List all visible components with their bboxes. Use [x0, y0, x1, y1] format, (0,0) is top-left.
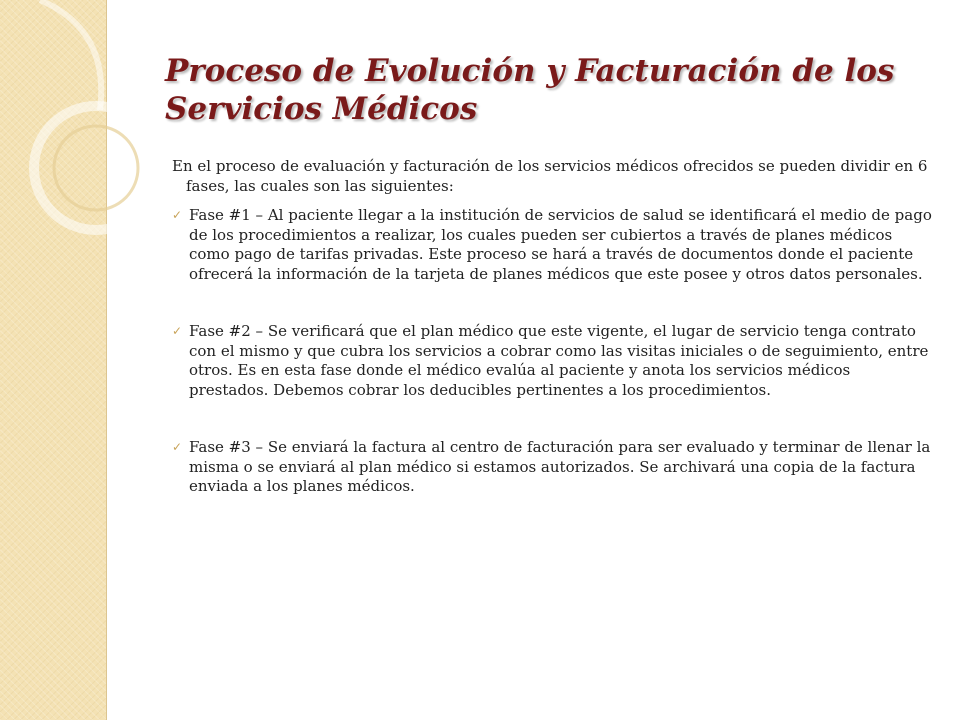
phase-item-1: [172, 206, 932, 284]
checkmark-icon: ✓: [172, 324, 183, 338]
phase-item-text: Fase #1 – Al paciente llegar a la institución de servicios de salud se identificará el medio de pago de los procedimientos a realizar, los cuales pueden ser cubiertos a través de planes médicos como pago de tarifas privadas. Este proceso se hará a través de documentos donde el paciente ofrecerá la información de la tarjeta de planes médicos que este posee y otros datos personales.: [189, 206, 932, 283]
phase-item-3: [172, 438, 932, 497]
decorative-ring-outer: [34, 106, 140, 230]
decorative-ring-inner: [54, 126, 138, 210]
phase-item-2: [172, 322, 932, 400]
checkmark-icon: ✓: [172, 440, 183, 454]
decorative-rings: [0, 0, 140, 300]
intro-paragraph: En el proceso de evaluación y facturación de los servicios médicos ofrecidos se pueden dividir en 6 fases, las cuales son las siguientes:: [172, 157, 928, 195]
phase-item-text: Fase #2 – Se verificará que el plan médico que este vigente, el lugar de servicio tenga contrato con el mismo y que cubra los servicios a cobrar como las visitas iniciales o de seguimiento, entre otros. Es en esta fase donde el médico evalúa al paciente y anota los servicios médicos prestados. Debemos cobrar los deducibles pertinentes a los procedimientos.: [189, 322, 929, 399]
slide-title: Proceso de Evolución y Facturación de los Servicios Médicos: [165, 53, 895, 127]
slide-body: [172, 157, 932, 535]
phase-item-text: Fase #3 – Se enviará la factura al centro de facturación para ser evaluado y terminar de llenar la misma o se enviará al plan médico si estamos autorizados. Se archivará una copia de la factura enviada a los planes médicos.: [189, 438, 931, 495]
phase-list: [172, 206, 932, 497]
decorative-arc-top: [40, 0, 101, 110]
checkmark-icon: ✓: [172, 208, 183, 222]
